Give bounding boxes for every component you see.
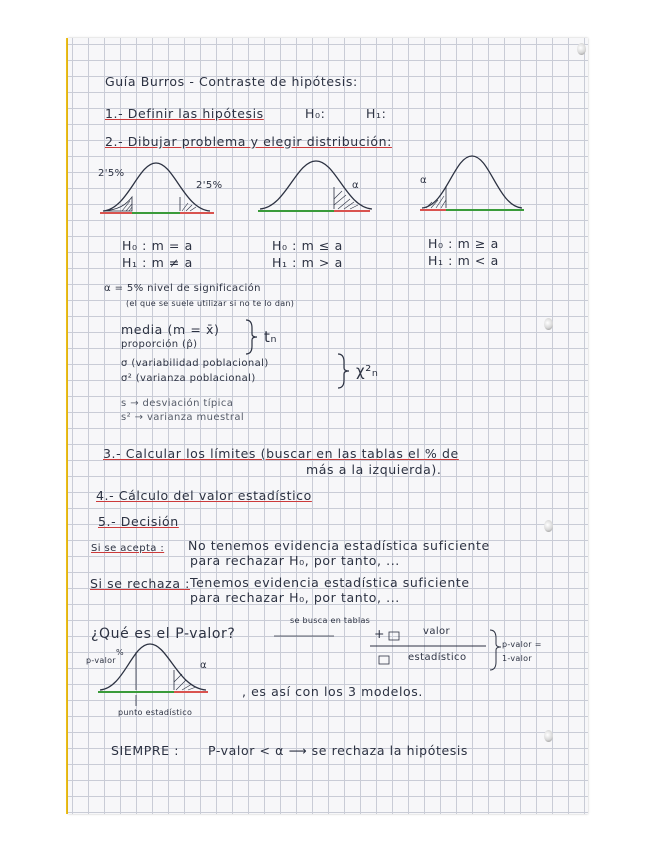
always-label: SIEMPRE : <box>111 743 180 758</box>
diagram2-h0: H₀ : m ≤ a <box>272 238 343 253</box>
reject-line2: para rechazar H₀, por tanto, ... <box>190 590 400 605</box>
chi-item-sigma2: σ² (varianza poblacional) <box>121 373 256 384</box>
reject-line1: Tenemos evidencia estadística suficiente <box>190 575 470 590</box>
diagram3-h1: H₁ : m < a <box>428 253 499 268</box>
accept-line2: para rechazar H₀, por tanto, ... <box>190 553 400 568</box>
diagram1-h1: H₁ : m ≠ a <box>122 255 193 270</box>
alpha-line: α = 5% nivel de significación <box>104 283 261 294</box>
pvalue-question: ¿Qué es el P-valor? <box>91 626 236 642</box>
page-title: Guía Burros - Contraste de hipótesis: <box>105 74 358 89</box>
pvalue-table-lines <box>274 630 524 675</box>
tn-item-media: media (m = x̄) <box>121 322 220 337</box>
pvalue-row-valor: valor <box>423 626 451 637</box>
tn-item-proporcion: proporción (p̂) <box>121 339 198 350</box>
diagram2-h1: H₁ : m > a <box>272 255 343 270</box>
step5-label: 5.- Decisión <box>98 514 179 529</box>
binder-hole <box>544 730 553 742</box>
pvalue-curve-point: punto estadístico <box>118 708 193 717</box>
diagram2-alpha: α <box>352 180 359 191</box>
accept-label: Si se acepta : <box>91 543 165 554</box>
diagram3-h0: H₀ : m ≥ a <box>428 236 499 251</box>
step3-line1: 3.- Calcular los límites (buscar en las tablas el % de <box>103 446 459 461</box>
binder-hole <box>544 318 553 330</box>
binder-hole <box>544 520 553 532</box>
step1-label: 1.- Definir las hipótesis <box>105 106 264 121</box>
always-rule: P-valor < α ⟶ se rechaza la hipótesis <box>208 743 469 758</box>
binder-hole <box>577 43 586 55</box>
chi-brace <box>336 352 352 390</box>
step1-h1: H₁: <box>366 106 387 121</box>
pvalue-table-note: se busca en tablas <box>290 616 371 625</box>
pvalue-curve-pct: % <box>116 648 124 657</box>
chi-result: χ²ₙ <box>356 362 379 380</box>
pvalue-row-estadistico: estadístico <box>408 652 467 663</box>
right-tailed-curve <box>258 155 378 225</box>
sample-item-s2: s² → varianza muestral <box>121 412 245 423</box>
diagram3-alpha: α <box>420 175 427 186</box>
diagram1-right-tail: 2'5% <box>196 180 223 191</box>
diagram1-h0: H₀ : m = a <box>122 238 193 253</box>
pvalue-curve-alpha: α <box>200 660 207 671</box>
tn-brace <box>244 318 260 356</box>
pvalue-same-note: , es así con los 3 modelos. <box>242 684 423 699</box>
sample-item-s: s → desviación típica <box>121 398 234 409</box>
step3-line2: más a la izquierda). <box>306 462 442 477</box>
alpha-note: (el que se suele utilizar si no te lo dan) <box>126 299 295 308</box>
chi-item-sigma: σ (variabilidad poblacional) <box>121 358 269 369</box>
pvalue-brace-1: p-valor = <box>502 640 542 649</box>
pvalue-curve <box>96 640 216 710</box>
reject-label: Si se rechaza : <box>90 576 190 591</box>
left-tailed-curve <box>418 150 528 220</box>
step4-label: 4.- Cálculo del valor estadístico <box>96 488 312 503</box>
diagram1-left-tail: 2'5% <box>98 168 125 179</box>
accept-line1: No tenemos evidencia estadística suficiente <box>188 538 490 553</box>
pvalue-brace-2: 1-valor <box>502 654 532 663</box>
pvalue-plus: + <box>374 626 386 641</box>
step1-h0: H₀: <box>305 106 326 121</box>
pvalue-curve-label: p-valor <box>86 656 116 665</box>
tn-result: tₙ <box>264 328 278 346</box>
step2-label: 2.- Dibujar problema y elegir distribución: <box>105 134 392 149</box>
